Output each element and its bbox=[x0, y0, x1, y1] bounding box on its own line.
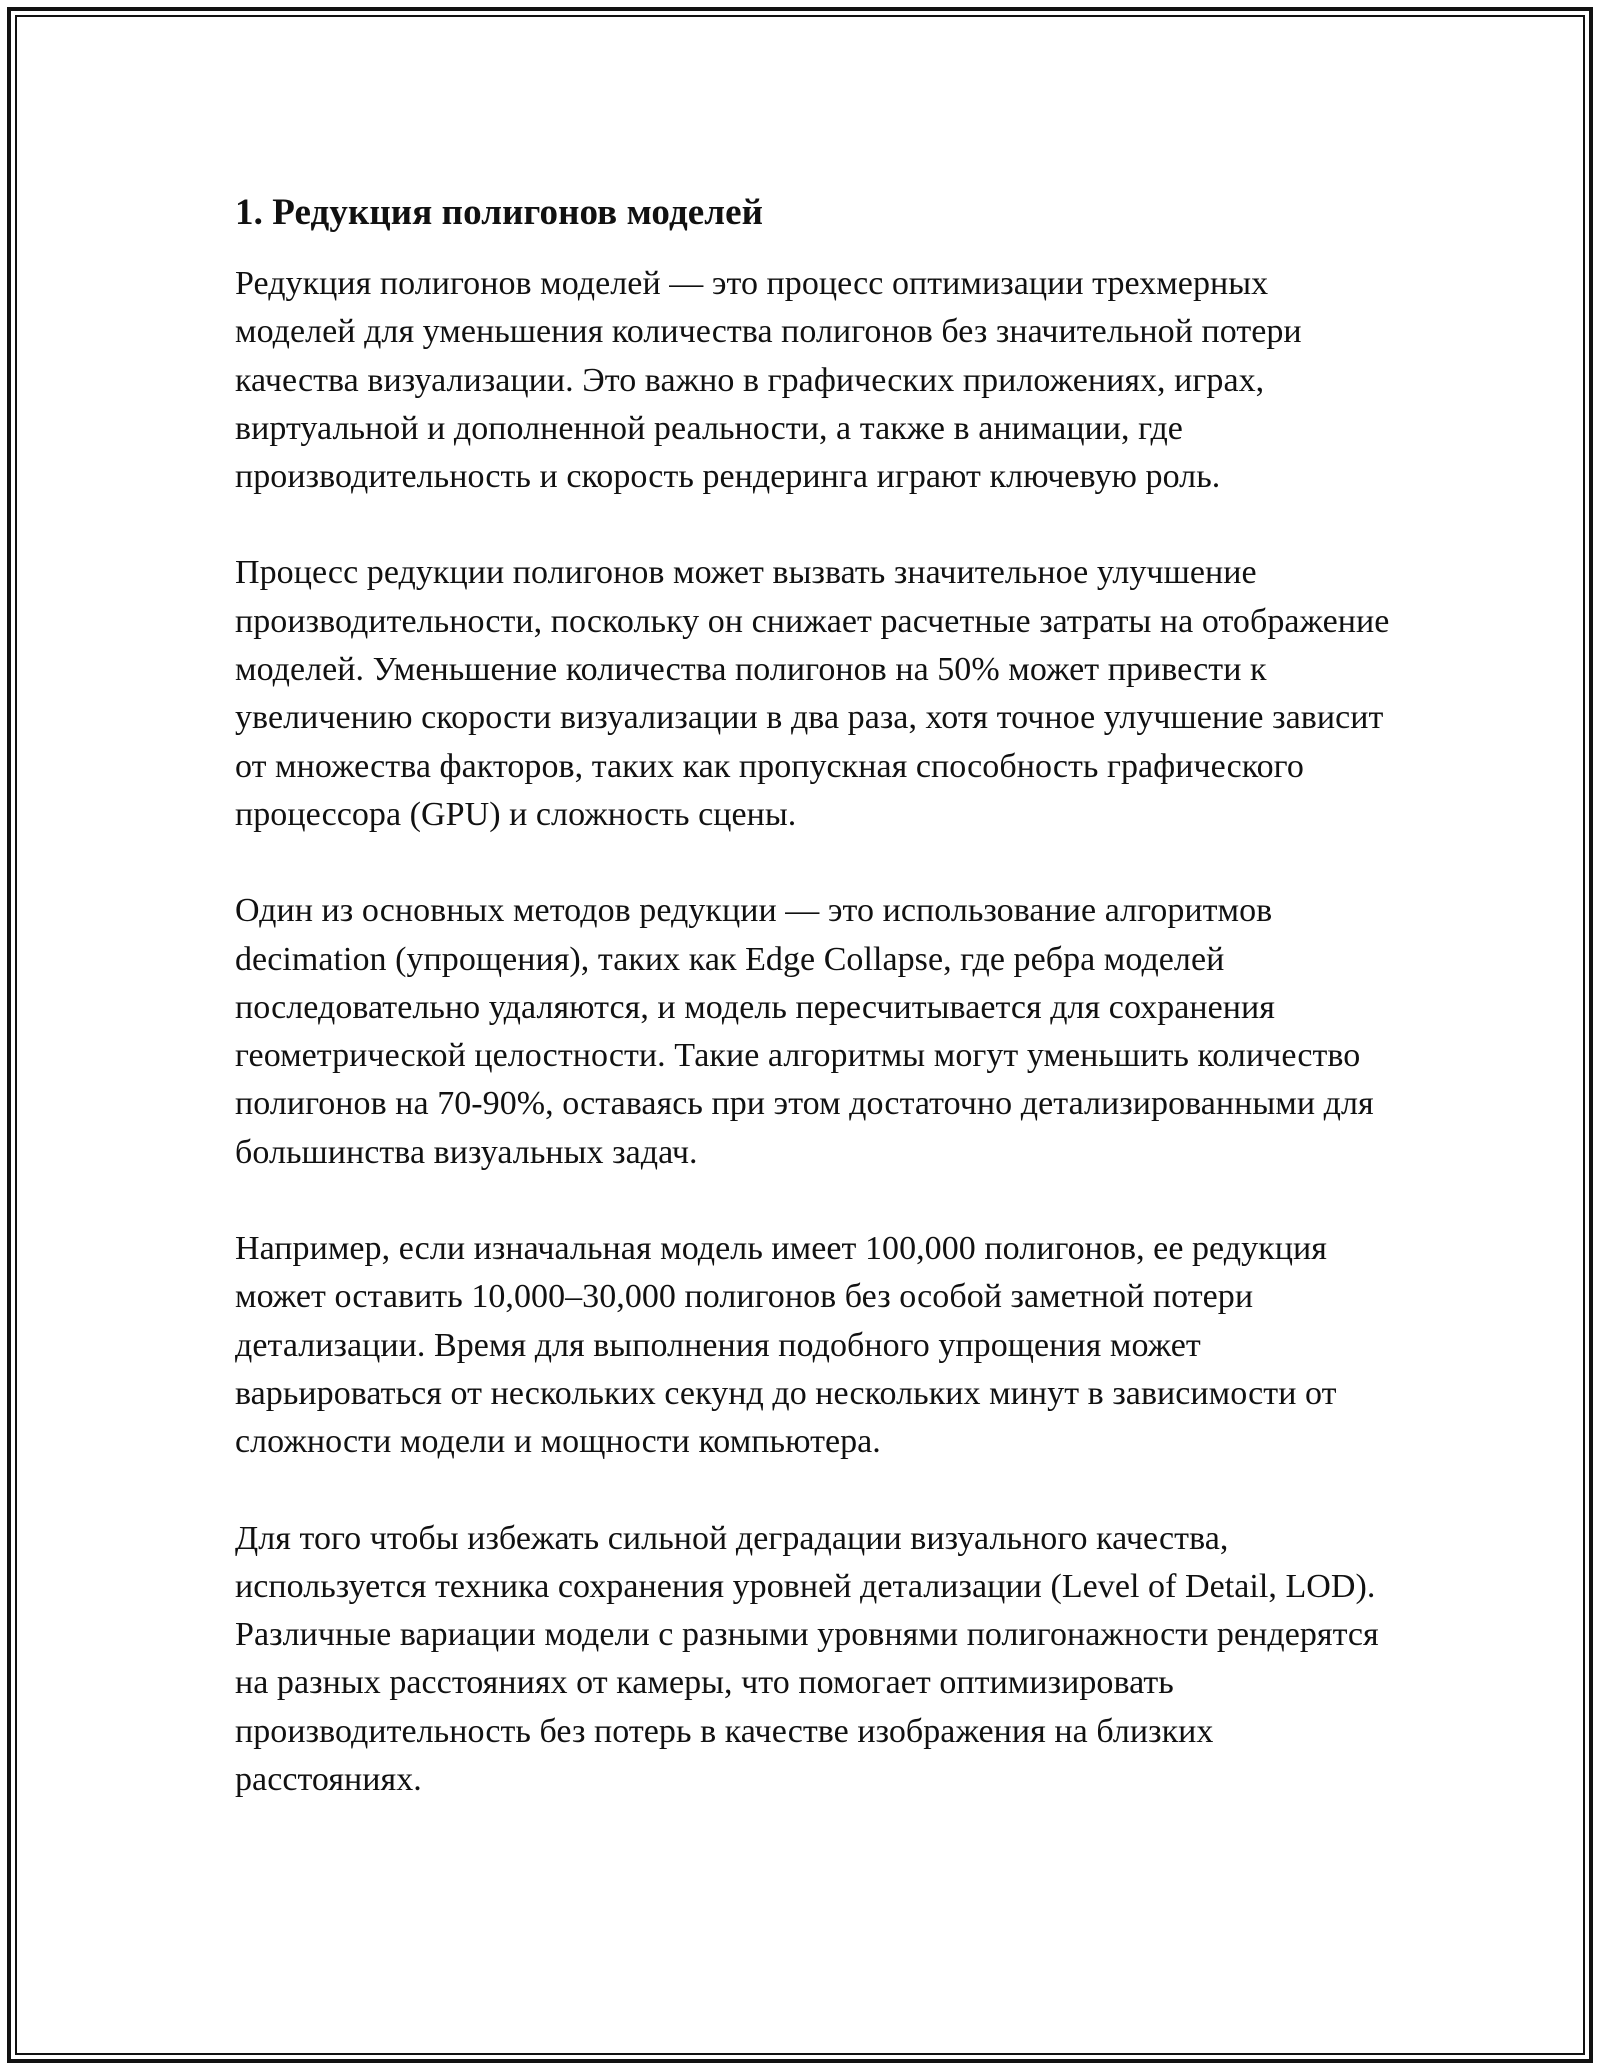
document-body bbox=[235, 188, 1395, 1852]
paragraph-lod: Для того чтобы избежать сильной деградации визуального качества, используется техника сохранения уровней детализации (Level of Detail, LOD). Различные вариации модели с разными уровнями полигонажности рендерятся на разных расстояниях от камеры, что помогает оптимизировать производительность без потерь в качестве изображения на близких расстояниях. bbox=[235, 1519, 1379, 1799]
paragraph-decimation: Один из основных методов редукции — это использование алгоритмов decimation (упрощения), таких как Edge Collapse, где ребра моделей последовательно удаляются, и модель пересчитывается для сохранения геометрической целостности. Такие алгоритмы могут уменьшить количество полигонов на 70-90%, оставаясь при этом достаточно детализированными для большинства визуальных задач. bbox=[235, 892, 1374, 1171]
paragraph-intro: Редукция полигонов моделей — это процесс оптимизации трехмерных моделей для уменьшения количества полигонов без значительной потери качества визуализации. Это важно в графических приложениях, играх, виртуальной и дополненной реальности, а также в анимации, где производительность и скорость рендеринга играют ключевую роль. bbox=[235, 265, 1302, 496]
section-heading: 1. Редукция полигонов моделей bbox=[235, 192, 764, 233]
paragraph-performance: Процесс редукции полигонов может вызвать значительное улучшение производительности, поскольку он снижает расчетные затраты на отображение моделей. Уменьшение количества полигонов на 50% может привести к увеличению скорости визуализации в два раза, хотя точное улучшение зависит от множества факторов, таких как пропускная способность графического процессора (GPU) и сложность сцены. bbox=[235, 554, 1390, 833]
paragraph-example: Например, если изначальная модель имеет 100,000 полигонов, ее редукция может оставить 10,000–30,000 полигонов без особой заметной потери детализации. Время для выполнения подобного упрощения может варьироваться от нескольких секунд до нескольких минут в зависимости от сложности модели и мощности компьютера. bbox=[235, 1230, 1337, 1461]
